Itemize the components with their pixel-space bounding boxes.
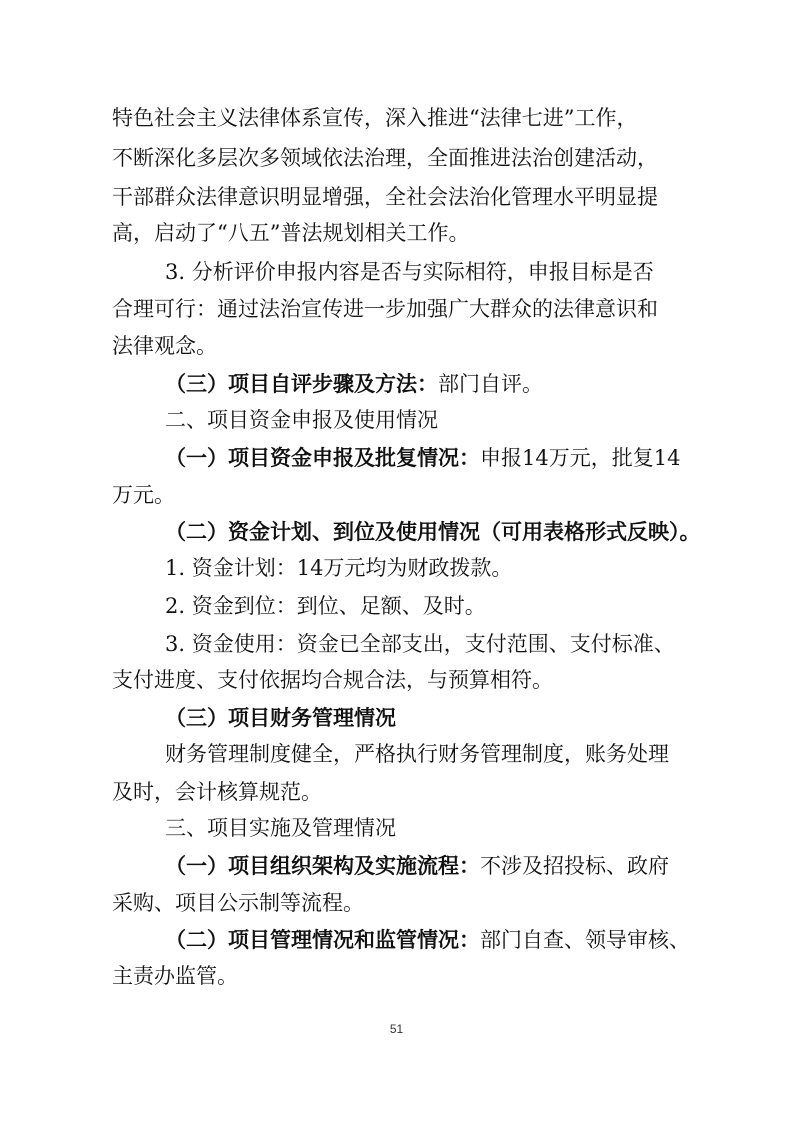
paragraph-line: 法律观念。 xyxy=(112,334,217,358)
subsection-heading: （三）项目自评步骤及方法： xyxy=(165,371,438,396)
paragraph-line: 主责办监管。 xyxy=(112,964,238,988)
list-item: 3. 资金使用：资金已全部支出，支付范围、支付标准、 xyxy=(165,632,675,656)
paragraph-line: 及时，会计核算规范。 xyxy=(112,780,322,804)
paragraph-line: 干部群众法律意识明显增强，全社会法治化管理水平明显提 xyxy=(112,185,658,209)
subsection-text: 部门自评。 xyxy=(438,372,543,396)
subsection-heading-text: （三）项目财务管理情况 xyxy=(165,705,396,730)
paragraph-line: 3. 分析评价申报内容是否与实际相符，申报目标是否 xyxy=(165,260,654,284)
subsection-line xyxy=(0,369,793,399)
paragraph-line: 万元。 xyxy=(112,483,175,507)
paragraph-line: 高，启动了“八五”普法规划相关工作。 xyxy=(112,221,470,245)
subsection-text: 不涉及招投标、政府 xyxy=(480,854,669,878)
paragraph-line: 不断深化多层次多领域依法治理，全面推进法治创建活动， xyxy=(112,146,658,170)
page-number: 51 xyxy=(389,1022,404,1036)
paragraph-line: 财务管理制度健全，严格执行财务管理制度，账务处理 xyxy=(165,742,669,766)
subsection-text: 部门自查、领导审核、 xyxy=(480,928,690,952)
subsection-heading: （一）项目组织架构及实施流程： xyxy=(165,853,480,878)
subsection-heading: （二）项目管理情况和监管情况： xyxy=(165,927,480,952)
paragraph-line: 合理可行：通过法治宣传进一步加强广大群众的法律意识和 xyxy=(112,297,658,321)
subsection-text: 申报14万元，批复14 xyxy=(480,446,681,470)
paragraph-line: 采购、项目公示制等流程。 xyxy=(112,891,364,915)
paragraph-line: 支付进度、支付依据均合规合法，与预算相符。 xyxy=(112,668,553,692)
section-title: 二、项目资金申报及使用情况 xyxy=(165,408,438,432)
subsection-line xyxy=(0,851,793,881)
subsection-line xyxy=(0,925,793,955)
subsection-heading xyxy=(0,517,793,547)
section-title: 三、项目实施及管理情况 xyxy=(165,816,396,840)
subsection-heading-text: （二）资金计划、到位及使用情况（可用表格形式反映）。 xyxy=(165,519,701,544)
list-item: 2. 资金到位：到位、足额、及时。 xyxy=(165,594,486,618)
subsection-line xyxy=(0,443,793,473)
list-item: 1. 资金计划：14万元均为财政拨款。 xyxy=(165,556,513,580)
paragraph-line: 特色社会主义法律体系宣传，深入推进“法律七进”工作， xyxy=(112,106,638,130)
subsection-heading: （一）项目资金申报及批复情况： xyxy=(165,445,480,470)
subsection-heading xyxy=(0,703,793,733)
